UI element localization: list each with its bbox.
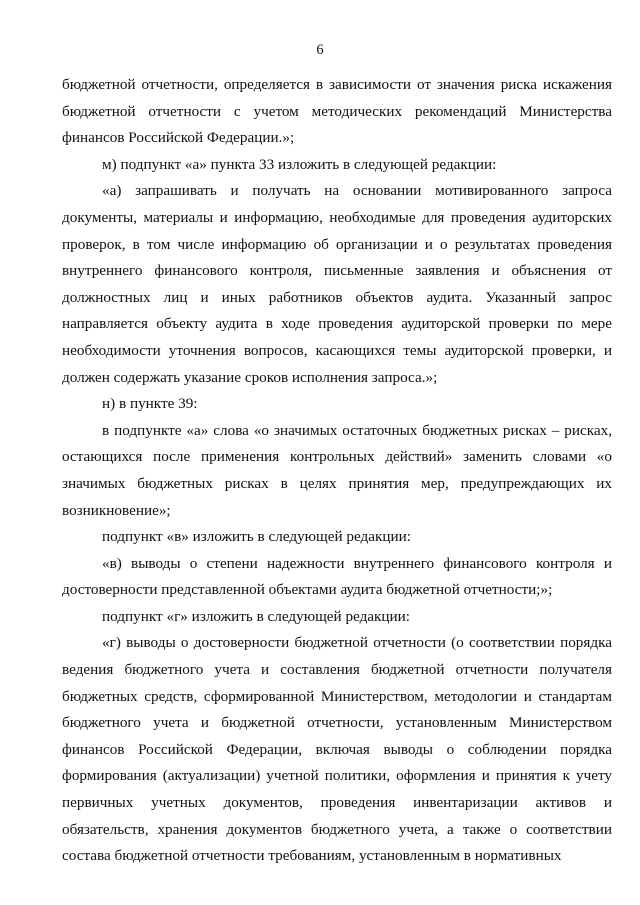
paragraph-subitem-g-intro: подпункт «г» изложить в следующей редакции: — [102, 607, 411, 625]
paragraph-subitem-a: «а) запрашивать и получать на основании мотивированного запроса документы, материалы и информацию, необходимые для проведения аудиторских проверок, в том числе информацию об организации и о результатах проведения внутреннего финансового контроля, письменные заявления и объяснения от должностных лиц и иных работников объектов аудита. Указанный запрос направляется объекту аудита в ходе проведения аудиторской проверки по мере необходимости уточнения вопросов, касающихся темы аудиторской проверки, и должен содержать указание сроков исполнения запроса.»; — [62, 182, 612, 386]
paragraph-continuation: бюджетной отчетности, определяется в зависимости от значения риска искажения бюджетной отчетности с учетом методических рекомендаций Министерства финансов Российской Федерации.»; — [62, 76, 612, 147]
paragraph-item-m: м) подпункт «а» пункта 33 изложить в следующей редакции: — [102, 155, 497, 173]
paragraph-item-n: н) в пункте 39: — [102, 395, 198, 413]
paragraph-subitem-g: «г) выводы о достоверности бюджетной отчетности (о соответствии порядка ведения бюджетного учета и составления бюджетной отчетности получателя бюджетных средств, сформированной Министерством, методологии и стандартам бюджетного учета и бюджетной отчетности, установленным Министерством финансов Российской Федерации, включая выводы о соблюдении порядка формирования (актуализации) учетной политики, оформления и принятия к учету первичных учетных документов, проведения инвентаризации активов и обязательств, хранения документов бюджетного учета, а также о соответствии состава бюджетной отчетности требованиям, установленным в нормативных — [62, 634, 612, 865]
paragraph-replace-words: в подпункте «а» слова «о значимых остаточных бюджетных рисках – рисках, остающихся после применения контрольных действий» заменить словами «о значимых бюджетных рисках в целях принятия мер, предупреждающих их возникновение»; — [62, 421, 612, 519]
paragraph-subitem-v: «в) выводы о степени надежности внутреннего финансового контроля и достоверности представленной объектами аудита бюджетной отчетности;»; — [62, 554, 612, 599]
page-number: 6 — [316, 42, 324, 58]
paragraph-subitem-v-intro: подпункт «в» изложить в следующей редакции: — [102, 528, 411, 546]
document-body — [62, 72, 612, 870]
